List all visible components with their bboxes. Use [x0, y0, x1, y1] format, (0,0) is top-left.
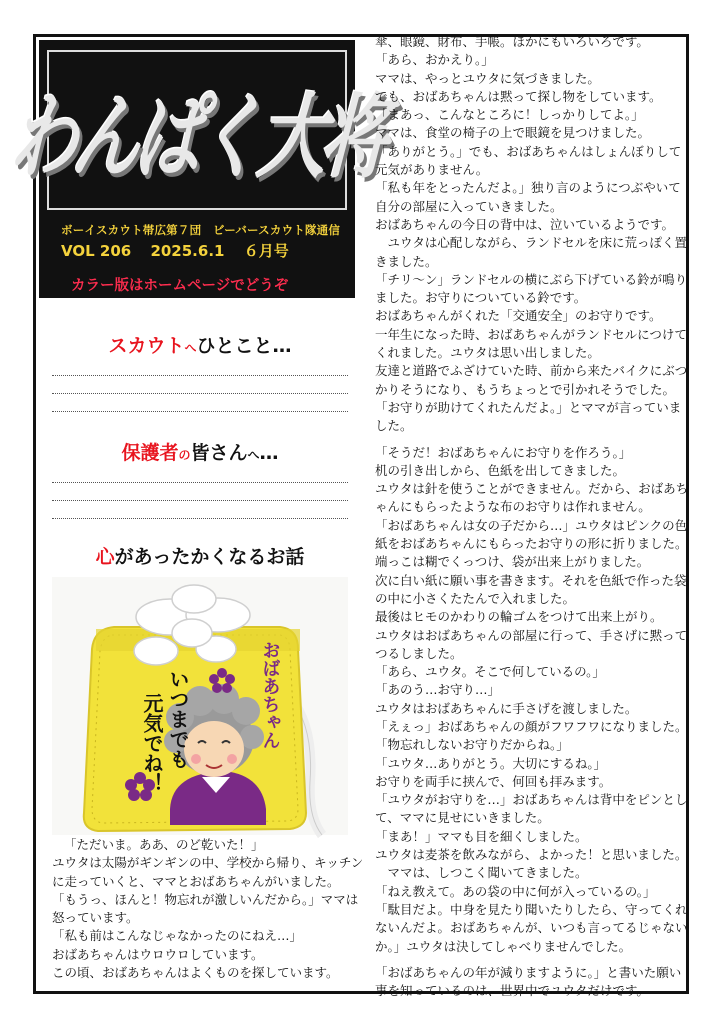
story-right-line: ユウタはおばあちゃんに手さげを渡しました。	[375, 700, 638, 716]
story-right-line: 「チリ～ン」ランドセルの横にぶら下げている鈴が鳴り	[375, 271, 688, 287]
story-right-line: お守りを両手に挟んで、何回も拝みます。	[375, 773, 612, 789]
note-line-4	[52, 482, 348, 483]
story-right-line: ないんだよ。おばあちゃんが、いつも言ってるじゃない	[375, 920, 688, 936]
heading-parents-particle-2: へ	[247, 448, 260, 462]
heading-scout	[50, 331, 350, 358]
heading-parents	[50, 438, 350, 465]
masthead-info	[61, 222, 351, 261]
story-right-line: くれました。ユウタは思い出しました。	[375, 345, 600, 361]
paragraph-gap	[375, 956, 681, 964]
story-right-line: きました。	[375, 253, 438, 269]
story-right-line: の中に小さくたたんで入れました。	[375, 590, 576, 606]
story-right-line: した。	[375, 418, 413, 434]
story-right-line: 「あのう…お守り…」	[375, 682, 501, 698]
story-right-line: つるしました。	[375, 645, 463, 661]
masthead-issue	[61, 240, 351, 261]
story-right-line: 「お守りが助けてくれたんだよ。」とママが言っていま	[375, 399, 682, 415]
story-right-line: ゃんにもらったような布のお守りは作れません。	[375, 499, 651, 515]
story-right-line: 「私も年をとったんだよ。」独り言のようにつぶやいて	[375, 180, 681, 196]
note-line-3	[52, 411, 348, 412]
story-right-line: ママは、食堂の椅子の上で眼鏡を見つけました。	[375, 125, 651, 141]
story-right-line: 自分の部屋に入っていきました。	[375, 198, 563, 214]
story-right-line: 最後はヒモのかわりの輪ゴムをつけて出来上がり。	[375, 609, 663, 625]
story-right-line: 「あら、ユウタ。そこで何しているの。」	[375, 664, 605, 680]
story-right-line: 「あら、おかえり。」	[375, 52, 494, 68]
story-right-line: 事を知っているのは、世界中でユウタだけです。	[375, 983, 649, 999]
heading-parents-red: 保護者	[121, 442, 179, 464]
story-right-line: 一年生になった時、おばあちゃんがランドセルにつけて	[375, 326, 687, 342]
story-left-line: 「もうっ、ほんと！物忘れが激しいんだから。」ママは	[52, 891, 359, 907]
omamori-text-1: おばあちゃん	[259, 641, 281, 749]
story-right-line: 「ユウタがお守りを…」おばあちゃんは背中をピンとし	[375, 792, 688, 808]
story-right-line: ユウタは心配しながら、ランドセルを床に荒っぽく置	[375, 235, 688, 251]
story-right-line: 次に白い紙に願い事を書きます。それを色紙で作った袋	[375, 572, 687, 588]
masthead-title: わんぱく大将	[6, 84, 387, 192]
note-line-2	[52, 393, 348, 394]
issue-date: 2025.6.1	[150, 242, 225, 260]
heading-story-red: 心	[95, 546, 115, 568]
story-left-line: に走っていくと、ママとおばあちゃんがいました。	[52, 873, 340, 889]
story-right-line: 「ねえ教えて。あの袋の中に何が入っているの。」	[375, 883, 656, 899]
story-left-line: ユウタは太陽がギンギンの中、学校から帰り、キッチン	[52, 855, 364, 871]
masthead-title-box	[6, 50, 387, 210]
note-line-6	[52, 518, 348, 519]
omamori-text-3: 元気でね！	[140, 693, 164, 793]
issue-volume: VOL 206	[61, 242, 132, 260]
story-right-line: か。」ユウタは決してしゃべりませんでした。	[375, 938, 632, 954]
masthead	[6, 40, 387, 298]
story-right-line: ユウタは麦茶を飲みながら、よかった！と思いました。	[375, 847, 688, 863]
story-right-line: 元気がありません。	[375, 162, 489, 178]
story-right-line: 「えぇっ」おばあちゃんの顔がフワフワになりました。	[375, 718, 688, 734]
story-right-line: ユウタは針を使うことができません。だから、おばあち	[375, 481, 689, 497]
omamori-illustration	[52, 577, 348, 835]
story-right-line: ママは、しつこく聞いてきました。	[375, 865, 588, 881]
story-right-line: 「おばあちゃんの年が減りますように。」と書いた願い	[375, 964, 682, 980]
story-right-line: 紙をおばあちゃんにもらったお守りの形に折りました。	[375, 536, 688, 552]
story-right-line: 「駄目だよ。中身を見たり聞いたりしたら、守ってくれ	[375, 901, 688, 917]
story-right-line: かりそうになり、もうちょっとで引かれそうでした。	[375, 381, 676, 397]
story-right-line: ました。お守りについている鈴です。	[375, 290, 587, 306]
story-left-line: おばあちゃんはウロウロしています。	[52, 946, 264, 962]
heading-parents-particle: の	[178, 448, 191, 462]
note-line-5	[52, 500, 348, 501]
heading-story-rest: があったかくなるお話	[114, 546, 305, 568]
heading-story	[50, 542, 350, 569]
heading-scout-red: スカウト	[108, 335, 185, 357]
story-left-column	[52, 836, 364, 982]
story-left-line: 怒っています。	[52, 910, 139, 926]
story-right-line: 「物忘れしないお守りだからね。」	[375, 737, 569, 753]
story-left-line: 「ただいま。ああ、のど乾いた！」	[64, 837, 264, 852]
story-right-line: 友達と道路でふざけていた時、前から来たバイクにぶつ	[375, 363, 688, 379]
masthead-org: ボーイスカウト帯広第７団 ビーバースカウト隊通信	[61, 223, 341, 237]
omamori-text-2: いつまでも	[166, 669, 190, 769]
story-right-line: おばあちゃんの今日の背中は、泣いているようです。	[375, 216, 675, 232]
story-right-line: 「そうだ！おばあちゃんにお守りを作ろう。」	[375, 444, 632, 460]
story-right-line: 「ありがとう。」でも、おばあちゃんはしょんぼりして	[375, 143, 682, 159]
heading-parents-dots: …	[259, 442, 279, 464]
story-right-line: 傘、眼鏡、財布、手帳。ほかにもいろいろです。	[375, 34, 649, 49]
story-left-line: この頃、おばあちゃんはよくものを探しています。	[52, 965, 339, 981]
story-right-line: 机の引き出しから、色紙を出してきました。	[375, 462, 626, 478]
omamori-photo	[52, 577, 348, 835]
story-right-line: ユウタはおばあちゃんの部屋に行って、手さげに黙って	[375, 627, 688, 643]
story-right-line: 端っこは糊でくっつけ、袋が出来上がりました。	[375, 554, 650, 570]
story-right-line: て、ママに見せにいきました。	[375, 810, 550, 826]
story-right-line: ママは、やっとユウタに気づきました。	[375, 70, 600, 86]
story-right-line: 「まあっ、こんなところに！しっかりしてよ。」	[375, 107, 644, 123]
paragraph-gap	[375, 436, 681, 444]
story-left-line: 「私も前はこんなじゃなかったのにねえ…」	[52, 928, 303, 944]
note-line-1	[52, 375, 348, 376]
story-right-line: でも、おばあちゃんは黙って探し物をしています。	[375, 88, 662, 104]
story-right-line: 「ユウタ…ありがとう。大切にするね。」	[375, 755, 607, 771]
heading-parents-rest: 皆さん	[190, 442, 248, 464]
story-right-line: 「まあ！」ママも目を細くしました。	[375, 828, 588, 844]
story-right-column	[375, 33, 689, 1000]
issue-month: ６月号	[243, 242, 289, 260]
heading-scout-rest: ひとこと…	[196, 335, 292, 357]
color-version-notice: カラー版はホームページでどうぞ	[71, 278, 289, 294]
story-right-line: 「おばあちゃんは女の子だから…」ユウタはピンクの色	[375, 517, 688, 533]
story-right-line: おばあちゃんがくれた「交通安全」のお守りです。	[375, 308, 662, 324]
heading-scout-particle: へ	[184, 341, 197, 355]
